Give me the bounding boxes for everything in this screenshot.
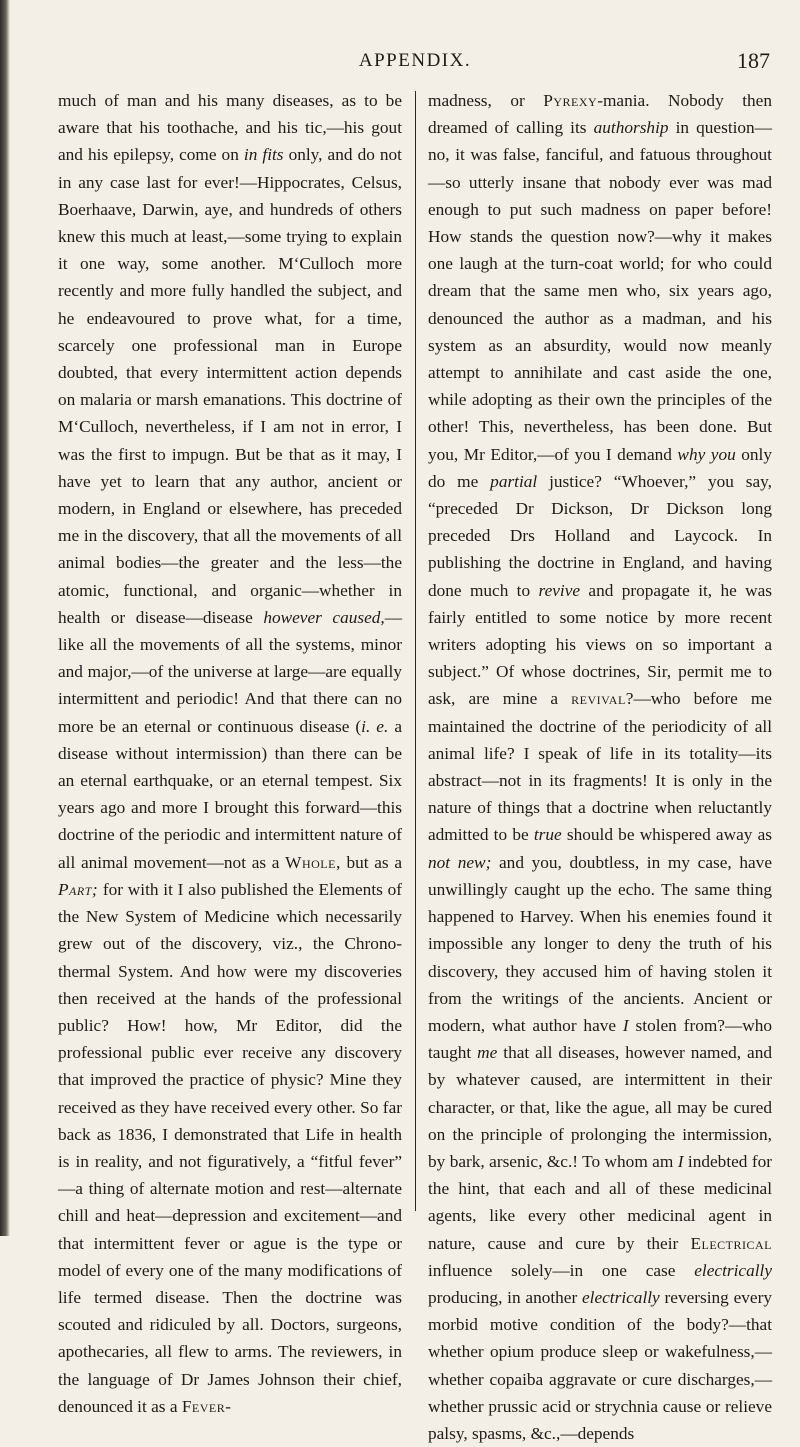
text-columns bbox=[58, 87, 773, 1443]
page-number: 187 bbox=[737, 48, 770, 73]
column-divider bbox=[415, 91, 416, 1211]
running-head: APPENDIX. bbox=[358, 50, 472, 71]
page-header bbox=[58, 48, 772, 78]
page-edge-shadow bbox=[0, 0, 10, 1236]
left-column bbox=[58, 87, 403, 1416]
right-column-text: madness, or Pyrexy-mania. Nobody then dreamed of calling its authorship in question—no, it was false, fanciful, and fatuous throughout—so utterly insane that nobody ever was mad enough to put such madness on paper before! How stands the question now?—why it makes one laugh at the turn-coat world; for who could dream that the same men who, six years ago, denounced the author as a madman, and his system as an absurdity, would now meanly attempt to annihilate and cast aside the one, while adopting as their own the principles of the other! This, nevertheless, has been done. But you, Mr Editor,—of you I demand why you only do me partial justice? “Whoever,” you say, “preceded Dr Dickson, Dr Dickson long preceded Drs Holland and Laycock. In publishing the doctrine in England, and having done much to revive and propagate it, he was fairly entitled to some notice by more recent writers adopting his views on so important a subject.” Of whose doctrines, Sir, permit me to ask, are mine a revival?—who before me maintained the doctrine of the periodicity of all animal life? I speak of life in its totality—its abstract—not in its fragments! It is only in the nature of things that a doctrine when reluctantly admitted to be true should be whispered away as not new; and you, doubtless, in my case, have unwillingly caught up the echo. The same thing happened to Harvey. When his enemies found it impossible any longer to deny the truth of his discovery, they accused him of having stolen it from the writings of the ancients. Ancient or modern, what author have I stolen from?—who taught me that all diseases, however named, and by whatever caused, are intermittent in their character, or that, like the ague, all may be cured on the principle of prolonging the intermission, by bark, arsenic, &c.! To whom am I indebted for the hint, that each and all of these medicinal agents, like every other medicinal agent in nature, cause and cure by their Electrical influence solely—in one case electrically producing, in another electrically reversing every morbid motive condition of the body?—that whether opium produce sleep or wakefulness,—whether copaiba aggravate or cure discharges,—whether prussic acid or strychnia cause or relieve palsy, spasms, &c.,—depends bbox=[428, 91, 773, 1443]
right-column bbox=[428, 87, 773, 1443]
left-column-text: much of man and his many diseases, as to be aware that his toothache, and his tic,—his gout and his epilepsy, come on in fits only, and do not in any case last for ever!—Hippocrates, Celsus, Boerhaave, Darwin, aye, and hundreds of others knew this much at least,—some trying to explain it one way, some another. M‘Culloch more recently and more fully handled the subject, and he endeavoured to prove what, for a time, scarcely one professional man in Europe doubted, that every intermittent action depends on malaria or marsh emanations. This doctrine of M‘Culloch, nevertheless, if I am not in error, I was the first to impugn. But be that as it may, I have yet to learn that any author, ancient or modern, in England or elsewhere, has preceded me in the discovery, that all the movements of all animal bodies—the greater and the less—the atomic, functional, and organic—whether in health or disease—disease however caused,—like all the movements of all the systems, minor and major,—of the universe at large—are equally intermittent and periodic! And that there can no more be an eternal or continuous disease (i. e. a disease without intermission) than there can be an eternal earthquake, or an eternal tempest. Six years ago and more I brought this forward—this doctrine of the periodic and intermittent nature of all animal movement—not as a Whole, but as a Part; for with it I also published the Elements of the New System of Medicine which necessarily grew out of the discovery, viz., the Chrono-thermal System. And how were my discoveries then received at the hands of the professional public? How! how, Mr Editor, did the professional public ever receive any discovery that improved the practice of physic? Mine they received as they have received every other. So far back as 1836, I demonstrated that Life in health is in reality, and not figuratively, a “fitful fever” —a thing of alternate motion and rest—alternate chill and heat—depression and excitement—and that intermittent fever or ague is the type or model of every one of the many modifications of life termed disease. Then the doctrine was scouted and ridiculed by all. Doctors, surgeons, apothecaries, all flew to arms. The reviewers, in the language of Dr James Johnson their chief, denounced it as a Fever- bbox=[58, 91, 403, 1416]
